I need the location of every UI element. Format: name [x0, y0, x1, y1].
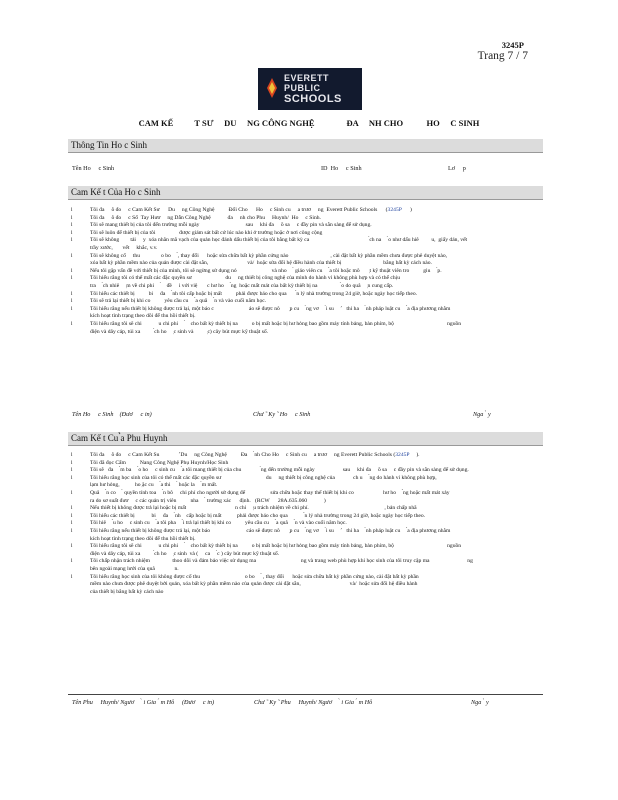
page-number: Trang 7 / 7: [477, 50, 528, 62]
parent-printed-name-label: Tên Phu Huynh/ Ngươ ̀ i Gia ́ m Hô (Đươ c in): [72, 699, 215, 706]
list-item: l Tôi hiểu rằng tôi sẽ chi u chi phi ́ cho bất kỳ thiết bị na o bị mất hoặc bị hư hỏng bao gồm máy tính bảng, bàn phím, bộ nguồn: [68, 543, 543, 551]
list-item: l Nếu tôi gặp vấn đề với thiết bị của mình, tôi sẽ ngừng sử dụng nó và nho ̀ giáo viên cu ̉a tôi hoặc mô ̣t kỹ thuật viên tro giu ́p.: [68, 268, 543, 276]
student-commitment-heading: Cam Kế t Của Ho c Sinh: [71, 187, 161, 197]
list-item-continuation: điện và dây cáp, túi xa ́ch ho ̣c sinh và ( ca ́c ) cây bút mực kỹ thuật số.: [90, 550, 280, 557]
logo-line-2: PUBLIC: [284, 83, 321, 93]
document-code: 3245P: [501, 40, 524, 50]
logo-line-3: SCHOOLS: [284, 93, 342, 105]
parent-commitment-section-header: [68, 432, 543, 446]
student-commitment-list: [68, 207, 543, 336]
student-date-label: Nga ̀ y: [473, 411, 491, 418]
list-item: l Tôi hiểu rằng tôi sẽ chi u chi phi ́ cho bất kỳ thiết bị na o bị mất hoặc bị hư hỏng bao gồm máy tính bảng, bàn phím, bộ nguồn: [68, 321, 543, 329]
list-item-continuation: ra do sơ suất đươ c các quản trị viên nha ̀ trường xác định. (RCW 28A.635.060 ): [90, 497, 326, 504]
signature-rule: [68, 694, 543, 695]
student-printed-name-label: Tên Ho c Sinh (Đươ c in): [72, 411, 152, 418]
list-item: l Tôi hiểu rằng nếu thiết bị không được trả lại, một báo cáo sẽ được nô ̣p cu ̀ng vơ ́i su ̛ thi ha ̀nh pháp luật cu ̉a địa phương nhằm: [68, 528, 543, 536]
list-item: l Tôi sẽ đa ̉m ba ̉o ho c sinh cu ̉a tôi mang thiết bị của chu ́ng đến trường mỗi ngày sau khi đa õ sa c đầy pin và sẵn sàng để sử dụng.: [68, 467, 543, 475]
policy-link[interactable]: 3245P: [395, 452, 410, 458]
student-info-heading: Thông Tin Ho c Sinh: [71, 140, 148, 150]
list-item: l Tôi sẽ trả lại thiết bị khi co yêu cầu cu ̉a quâ ̉n và vào cuối năm học.: [68, 298, 543, 306]
list-item: l Tôi hiểu rằng học sinh của tôi có thể mất các đặc quyền sư du ng thiết bị công nghệ của ch u ́ng do hành vi không phù hợp,: [68, 475, 543, 483]
page-title: CAM KẾ T SƯ DU NG CÔNG NGHỆ ĐA NH CHO HO C SINH: [138, 118, 480, 128]
parent-date-label: Nga ̀ y: [471, 699, 489, 706]
list-item-continuation: tra ́ch nhiê ̣m về chi phi ́ đề i với việ c hư ho ̉ng hoặc mất mát của bất kỳ thiết bị na ̀o do quâ ̣n cung cấp.: [90, 282, 394, 289]
student-name-label: Tên Ho c Sinh: [72, 165, 115, 172]
list-item: l Tôi chấp nhận trách nhiệm thoo dõi và đảm bảo việc sử dụng ma ng và trang web phù hợp khi học sinh của tôi truy cập ma ng: [68, 558, 543, 566]
district-logo: [258, 68, 362, 110]
policy-link[interactable]: 3245P: [387, 207, 402, 213]
parent-commitment-heading: Cam Kế t Cu ̉a Phu Huynh: [71, 433, 168, 443]
list-item: l Tôi sẽ mang thiết bị của tôi đến trường mỗi ngày sau khi đa õ sa c đầy pin và sẵn sàng để sử dụng.: [68, 222, 543, 230]
list-item-continuation: điện và dây cáp, túi xa ́ch ho ̣c sinh và ̣c) cây bút mực kỹ thuật số.: [90, 328, 269, 335]
list-item: l Tôi đa õ đo c Cam Kết Su ̛ Du ng Công Nghệ Đa ̀nh Cho Ho c Sinh cu a trươ ng Everett Public Schools (3245P ).: [68, 452, 543, 460]
student-commitment-section-header: [68, 186, 543, 200]
list-item: l Tôi hiê ̉u ho c sinh cu ̉a tôi pha ̉i trả lại thiết bị khi co yêu cầu cu ̉a quâ ̉n và vào cuối năm học.: [68, 520, 543, 528]
list-item-continuation: kích hoạt tình trạng theo dõi để thu hồi thiết bị.: [90, 535, 196, 542]
list-item: l Tôi hiểu các thiết bị bi đa ̀nh cấp hoặc bị mất phải được báo cho qua ̉n lý nhà trường trong 24 giờ, hoặc ngày học tiếp theo.: [68, 513, 543, 521]
list-item: l Tôi hiểu rằng nếu thiết bị không được trả lại, một báo c áo sẽ được nô ̣p cu ̀ng vơ ́i su ̛ thi ha ̀nh pháp luật cu ̉a địa phương nhằm: [68, 306, 543, 314]
list-item-continuation: xóa bất kỳ phần mềm nào của quản được cài đặt sẵn, và/ hoặc sửa đổi hệ điều hành của thiết bị bằng bất kỳ cách nào.: [90, 260, 432, 267]
student-id-label: ID Ho c Sinh: [321, 165, 362, 172]
list-item-continuation: kích hoạt tình trạng theo dõi để thu hồi thiết bị.: [90, 313, 196, 320]
district-logo-mark-icon: [264, 77, 280, 99]
list-item: l Nếu thiết bị không được trả lại hoặc bị mất n chi ̣u trách nhiệm về chi phí. , bản chấp nhã: [68, 505, 543, 513]
list-item-continuation: trầy xước, vết khắc, v.v.: [90, 244, 158, 251]
list-item: l Tôi đa õ đo c Sổ Tay Hươ ng Dẫn Công Nghệ đa nh cho Phu Huynh/ Ho c Sinh.: [68, 215, 543, 223]
list-item: l Quâ ̉n co ̀ quyền tính toa ́n bô chi phí cho người sử dụng để sửa chữa hoặc thay thế thiết bị khi co hư ho ̉ng hoặc mất mát xảy: [68, 490, 543, 498]
list-item: l Tôi hiểu các thiết bị bi đa ̀nh tôi cấp hoặc bị mất phải được báo cho qua ̉n lý nhà trường trong 24 giờ, hoặc ngày học tiếp theo.: [68, 291, 543, 299]
list-item: l Tôi sẽ không cố thu o bo ̉, thay đổi hoặc sửa chữa bất kỳ phần cứng nào , cài đặt bất kỳ phần mềm chưa được phê duyệt nào,: [68, 253, 543, 261]
student-info-section-header: [68, 139, 543, 153]
list-item: l Tôi đa õ đo c Cam Kết Sư Du ng Công Nghệ Đối Cho Ho c Sinh cu a trươ ng Everett Public Schools (3245P ): [68, 207, 543, 215]
logo-line-1: EVERETT: [284, 73, 330, 83]
list-item-continuation: mềm nào chưa được phê duyệt bởi quản, xóa bất kỳ phần mềm nào của quản được cài đặt sẵn, và/ hoặc sửa đổi hệ điều hành: [90, 581, 418, 588]
list-item: l Tôi hiểu rằng tôi có thể mất các đặc quyền sư du ng thiết bị công nghệ của mình do hành vi không phù hợp và có thể chịu: [68, 275, 543, 283]
list-item-continuation: của thiết bị bằng bất kỳ cách nào: [90, 588, 164, 595]
grade-label: Lơ p: [448, 165, 466, 172]
list-item-continuation: bên ngoài mạng lưới của quâ n.: [90, 565, 179, 572]
parent-signature-label: Chư ̃ Ky ̃ Phu Huynh/ Ngươ ̀ i Gia ́ m Hô: [254, 699, 373, 706]
list-item: l Tôi sẽ luôn để thiết bị của tôi được giám sát bất cứ lúc nào khi ở trường hoặc ở nơi công cộng: [68, 230, 543, 238]
student-signature-label: Chư ̃ Ky ̃ Ho c Sinh: [253, 411, 311, 418]
list-item-continuation: lạm hư hỏng, ho ̣ặc cu ̉a thi ́ hoặc la ̀m mất.: [90, 482, 218, 489]
list-item: l Tôi sẽ không tải y xóa nhãn mã vạch của quản học đánh dấu thiết bị của tôi bằng bất kỳ ca ́ch na ̀o như dấu hiê u, giấy dán, vết: [68, 237, 543, 245]
list-item: l Tôi đã đọc Cẩm Nang Công Nghệ Phụ Huynh/Học Sinh: [68, 460, 543, 468]
list-item: l Tôi hiểu rằng học sinh của tôi không được cố thu o bo ̉ , thay đổi hoặc sửa chữa bất kỳ phần cứng nào, cài đặt bất kỳ phần: [68, 574, 543, 582]
parent-commitment-list: [68, 452, 543, 596]
